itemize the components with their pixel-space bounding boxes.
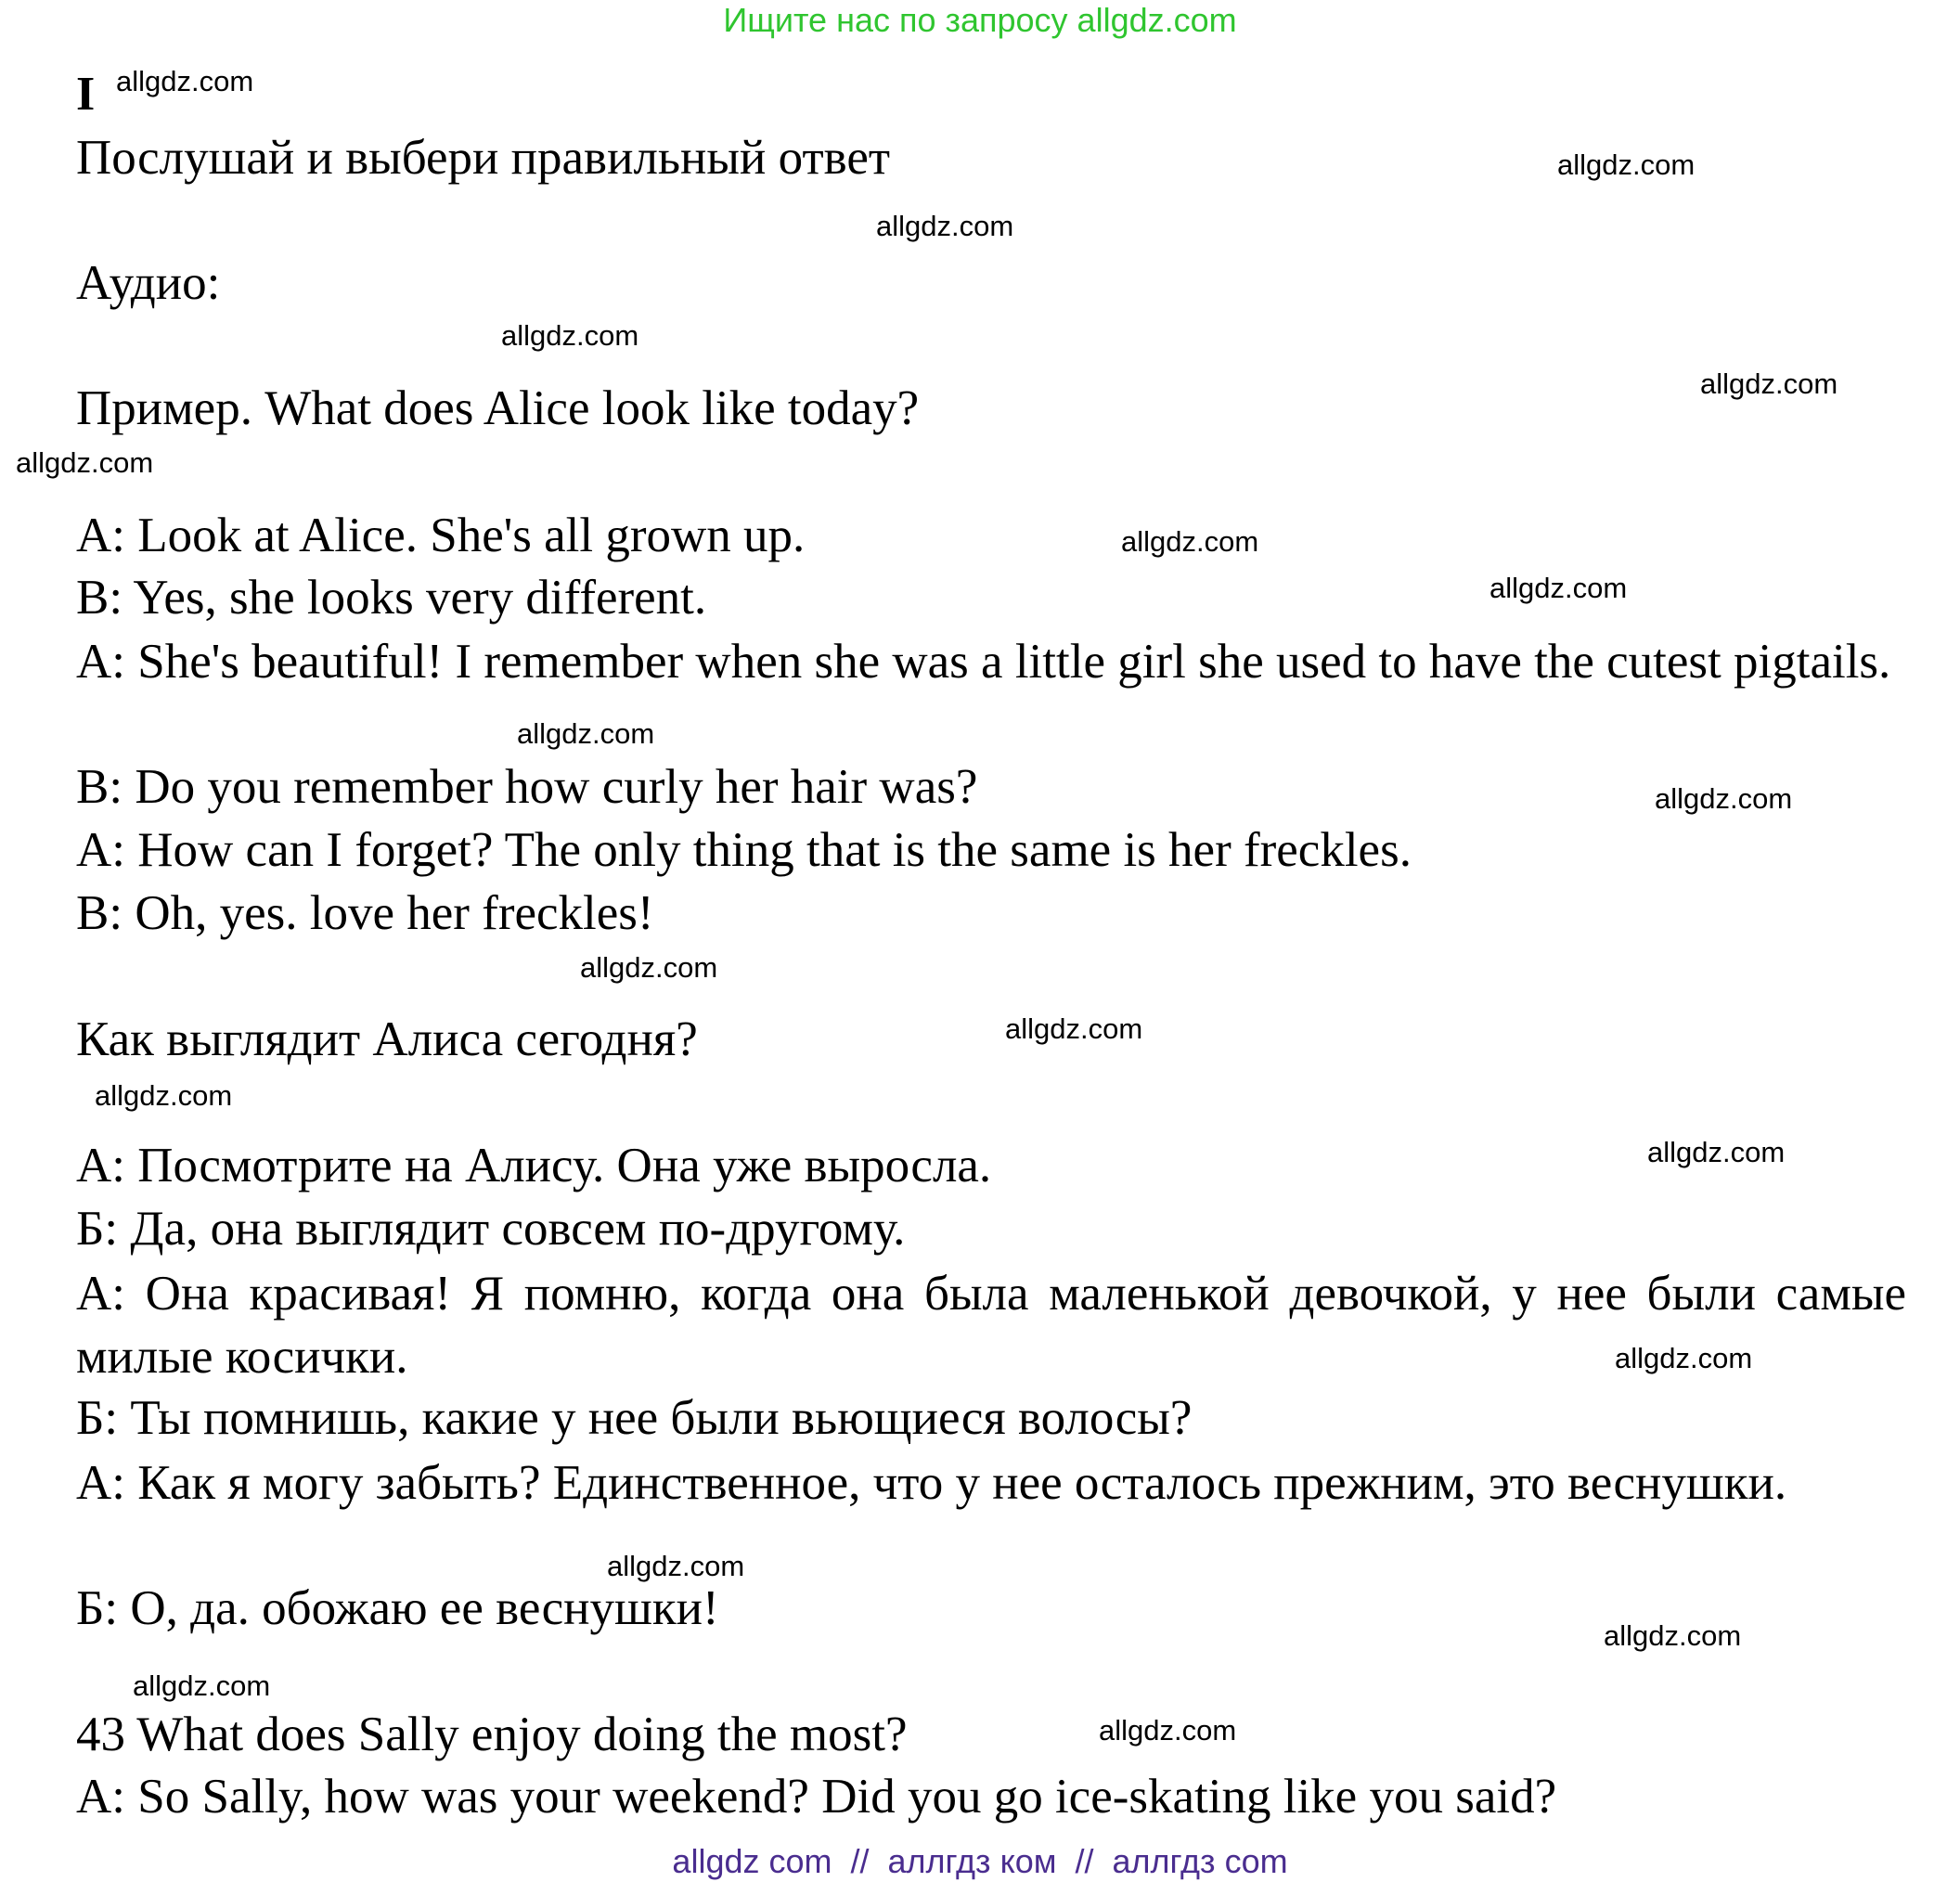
watermark: allgdz.com <box>876 210 1014 242</box>
dialogue-line: A: How can I forget? The only thing that is the same is her freckles. <box>76 823 1412 877</box>
question-43: 43 What does Sally enjoy doing the most? <box>76 1708 908 1761</box>
dialogue-line: A: Look at Alice. She's all grown up. <box>76 509 806 562</box>
dialogue-line: B: Oh, yes. love her freckles! <box>76 886 654 940</box>
watermark: allgdz.com <box>1615 1342 1753 1374</box>
watermark: allgdz.com <box>1005 1012 1143 1045</box>
watermark: allgdz.com <box>1604 1619 1742 1652</box>
watermark: allgdz.com <box>1647 1136 1786 1168</box>
watermark: allgdz.com <box>501 319 639 352</box>
dialogue-line-ru: А: Посмотрите на Алису. Она уже выросла. <box>76 1139 992 1192</box>
example-question: Пример. What does Alice look like today? <box>76 381 920 435</box>
heading: Послушай и выбери правильный ответ <box>76 131 891 185</box>
top-banner: Ищите нас по запросу allgdz.com <box>723 1 1237 39</box>
watermark: allgdz.com <box>580 951 718 984</box>
watermark: allgdz.com <box>95 1079 233 1112</box>
bottom-banner: allgdz com // аллгдз ком // аллгдз com <box>672 1842 1288 1880</box>
question-ru: Как выглядит Алиса сегодня? <box>76 1012 698 1066</box>
dialogue-line-ru: А: Как я могу забыть? Единственное, что у нее осталось прежним, это веснушки. <box>76 1456 1787 1510</box>
watermark: allgdz.com <box>1489 572 1628 604</box>
dialogue-line: B: Do you remember how curly her hair was? <box>76 760 978 814</box>
watermark: allgdz.com <box>1121 525 1259 558</box>
dialogue-line: A: She's beautiful! I remember when she was a little girl she used to have the cutest pigtails. <box>76 635 1891 689</box>
dialogue-line: B: Yes, she looks very different. <box>76 571 707 625</box>
dialogue-line-43: A: So Sally, how was your weekend? Did you go ice-skating like you said? <box>76 1770 1557 1824</box>
dialogue-line-ru: Б: Ты помнишь, какие у нее были вьющиеся волосы? <box>76 1391 1193 1445</box>
watermark: allgdz.com <box>116 65 254 97</box>
watermark: allgdz.com <box>1099 1714 1237 1747</box>
watermark: allgdz.com <box>1557 148 1696 181</box>
section-number: I <box>76 68 96 121</box>
watermark: allgdz.com <box>1700 367 1838 400</box>
watermark: allgdz.com <box>607 1550 745 1582</box>
watermark: allgdz.com <box>16 446 154 479</box>
audio-label: Аудио: <box>76 256 221 310</box>
dialogue-line-ru: Б: Да, она выглядит совсем по-другому. <box>76 1202 906 1256</box>
watermark: allgdz.com <box>1655 782 1793 815</box>
watermark: allgdz.com <box>517 717 655 750</box>
watermark: allgdz.com <box>133 1669 271 1702</box>
dialogue-line-ru: Б: О, да. обожаю ее веснушки! <box>76 1581 719 1635</box>
dialogue-line-ru: А: Она красивая! Я помню, когда она была маленькой девочкой, у нее были самые милые косички. <box>76 1267 1906 1384</box>
